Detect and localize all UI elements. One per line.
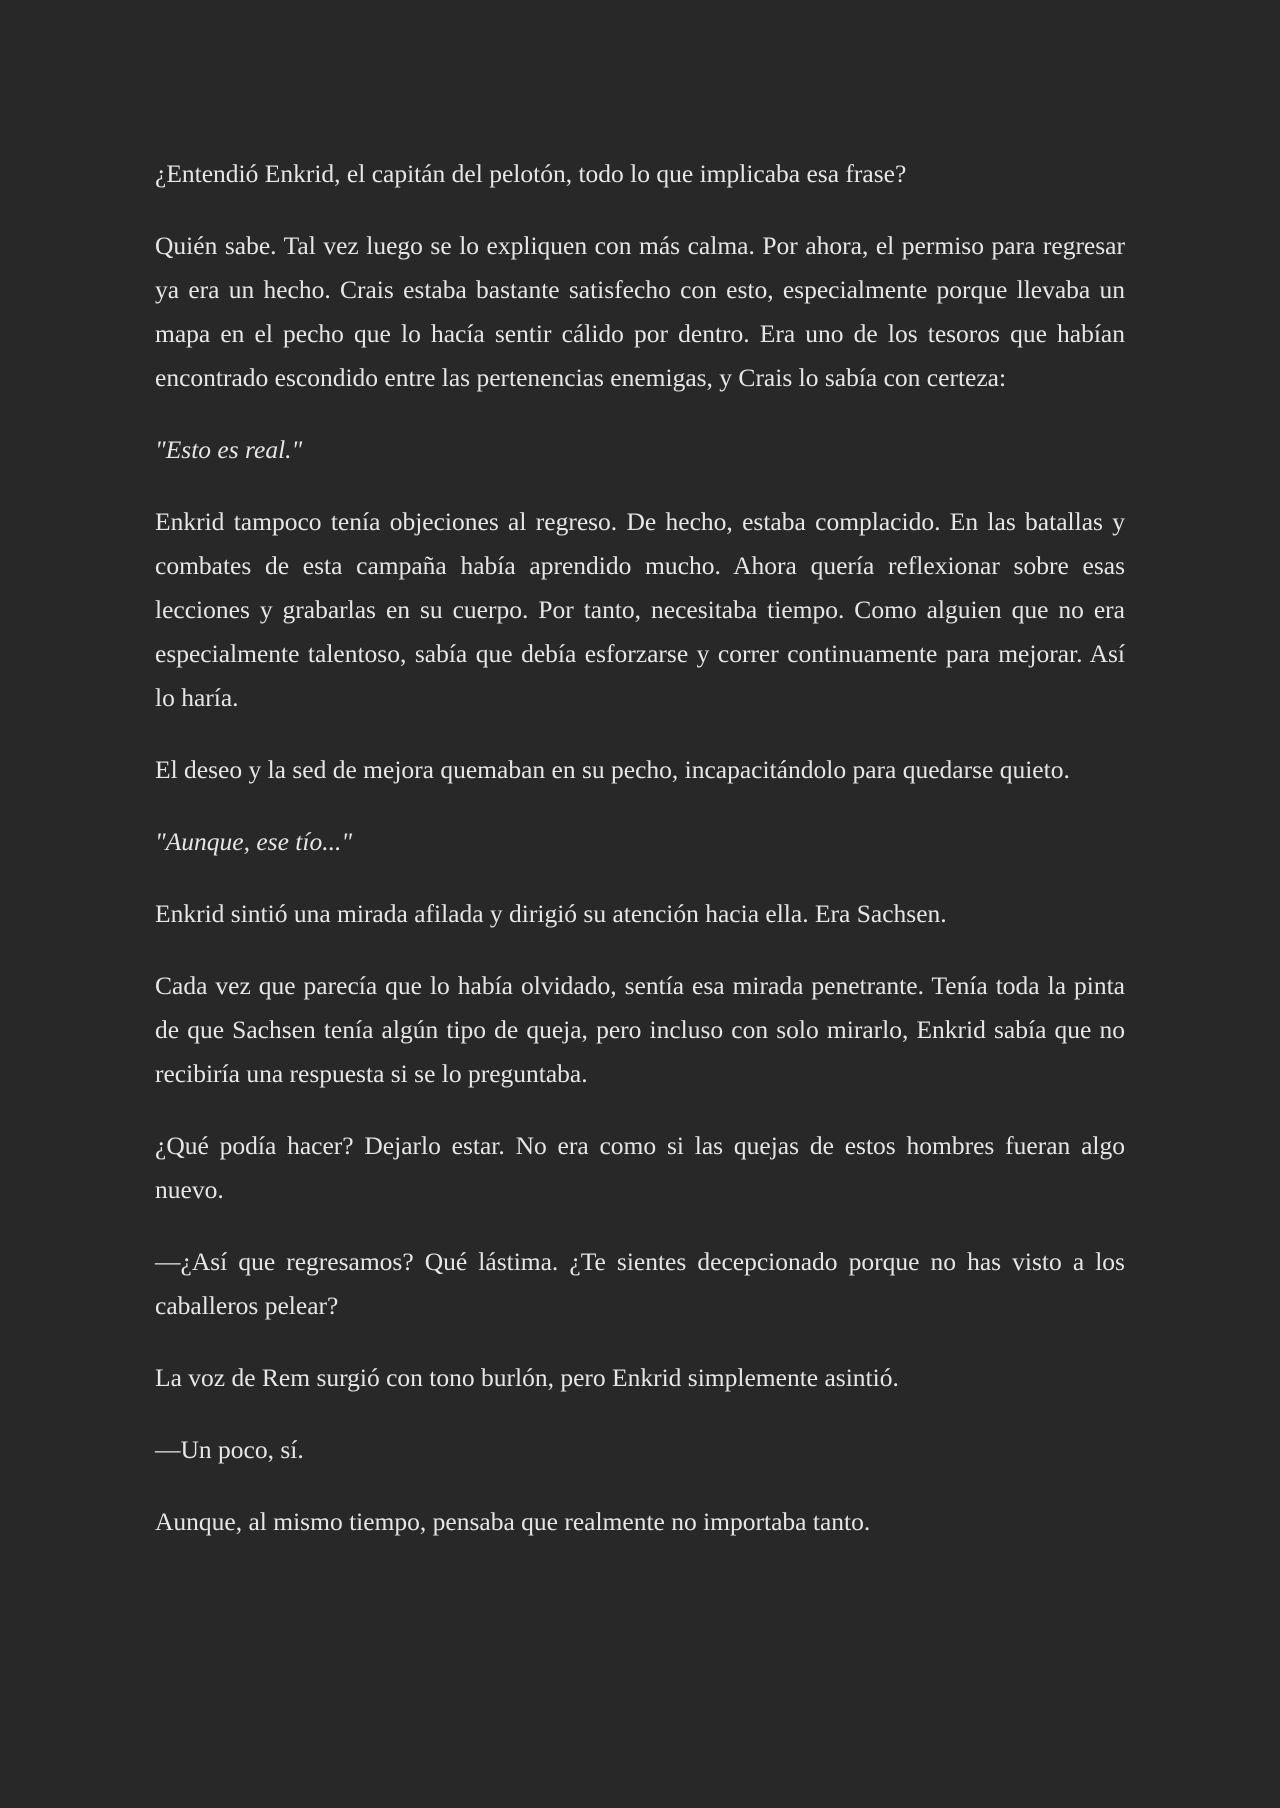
paragraph-8: Cada vez que parecía que lo había olvidado, sentía esa mirada penetrante. Tenía toda la pinta de que Sachsen tenía algún tipo de queja, pero incluso con solo mirarlo, Enkrid sabía que no recibiría una respuesta si se lo preguntaba. — [155, 971, 1125, 1088]
paragraph-12-dialogue: —Un poco, sí. — [155, 1435, 304, 1464]
paragraph-7: Enkrid sintió una mirada afilada y dirigió su atención hacia ella. Era Sachsen. — [155, 899, 947, 928]
paragraph-11: La voz de Rem surgió con tono burlón, pero Enkrid simplemente asintió. — [155, 1363, 899, 1392]
paragraph-5: El deseo y la sed de mejora quemaban en su pecho, incapacitándolo para quedarse quieto. — [155, 755, 1070, 784]
paragraph-6-thought: "Aunque, ese tío..." — [155, 827, 353, 856]
chapter-text — [155, 152, 1125, 1544]
paragraph-2: Quién sabe. Tal vez luego se lo expliquen con más calma. Por ahora, el permiso para regresar ya era un hecho. Crais estaba bastante satisfecho con esto, especialmente porque llevaba un mapa en el pecho que lo hacía sentir cálido por dentro. Era uno de los tesoros que habían encontrado escondido entre las pertenencias enemigas, y Crais lo sabía con certeza: — [155, 231, 1125, 392]
paragraph-1: ¿Entendió Enkrid, el capitán del pelotón, todo lo que implicaba esa frase? — [155, 159, 907, 188]
paragraph-4: Enkrid tampoco tenía objeciones al regreso. De hecho, estaba complacido. En las batallas y combates de esta campaña había aprendido mucho. Ahora quería reflexionar sobre esas lecciones y grabarlas en su cuerpo. Por tanto, necesitaba tiempo. Como alguien que no era especialmente talentoso, sabía que debía esforzarse y correr continuamente para mejorar. Así lo haría. — [155, 507, 1125, 712]
paragraph-10-dialogue: —¿Así que regresamos? Qué lástima. ¿Te sientes decepcionado porque no has visto a los caballeros pelear? — [155, 1247, 1125, 1320]
paragraph-9: ¿Qué podía hacer? Dejarlo estar. No era como si las quejas de estos hombres fueran algo nuevo. — [155, 1131, 1125, 1204]
paragraph-3-thought: "Esto es real." — [155, 435, 303, 464]
paragraph-13: Aunque, al mismo tiempo, pensaba que realmente no importaba tanto. — [155, 1507, 871, 1536]
